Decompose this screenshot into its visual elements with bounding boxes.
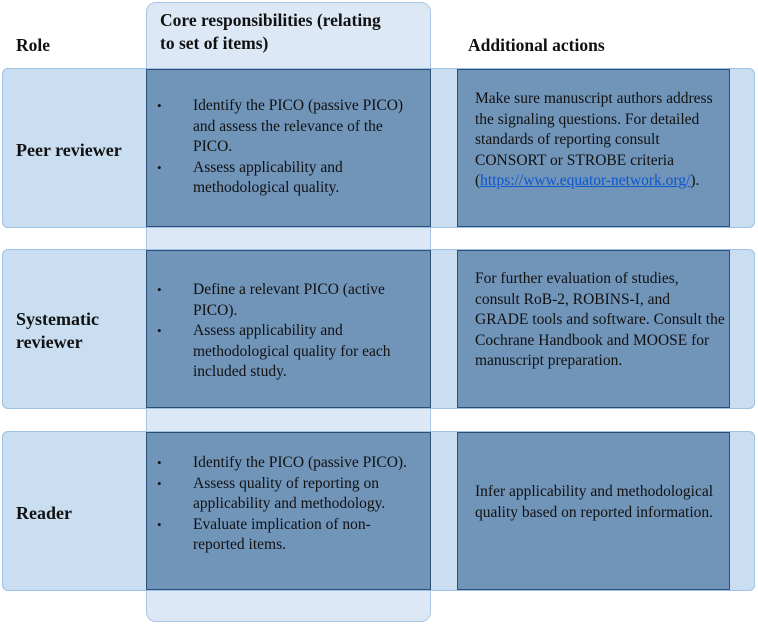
role-peer-reviewer: Peer reviewer <box>16 140 122 160</box>
core-list-reader <box>147 453 417 556</box>
list-item: • Assess quality of reporting on applicability and methodology. <box>147 474 417 515</box>
equator-network-link[interactable]: https://www.equator-network.org/ <box>480 172 691 189</box>
core-box-peer-reviewer <box>146 69 431 227</box>
additional-box-reader <box>457 432 730 590</box>
core-box-systematic-reviewer <box>146 250 431 408</box>
list-item: • Assess applicability and methodological quality. <box>147 158 417 199</box>
additional-text-part: ). <box>690 172 700 189</box>
header-additional-actions: Additional actions <box>468 35 605 55</box>
additional-text-part: Make sure manuscript authors address the signaling questions. For detailed standards of reporting consult CONSORT or STROBE criteria ( <box>475 90 713 189</box>
core-box-reader <box>146 432 431 590</box>
additional-box-peer-reviewer <box>457 69 730 227</box>
list-item: • Identify the PICO (passive PICO) and assess the relevance of the PICO. <box>147 96 417 158</box>
additional-text-systematic-reviewer: For further evaluation of studies, consult RoB-2, ROBINS-I, and GRADE tools and software. Consult the Cochrane Handbook and MOOSE for manuscript preparation. <box>475 270 725 369</box>
list-item: • Identify the PICO (passive PICO). <box>147 453 417 474</box>
list-item: • Define a relevant PICO (active PICO). <box>147 280 417 321</box>
additional-text-reader: Infer applicability and methodological quality based on reported information. <box>475 483 714 521</box>
list-item: • Assess applicability and methodological quality for each included study. <box>147 321 417 383</box>
additional-box-systematic-reviewer <box>457 250 730 408</box>
header-role: Role <box>16 35 51 55</box>
core-list-systematic-reviewer <box>147 280 417 383</box>
core-list-peer-reviewer <box>147 96 417 199</box>
header-core-responsibilities: Core responsibilities (relating to set of items) <box>160 10 381 53</box>
list-item: • Evaluate implication of non-reported items. <box>147 515 417 556</box>
role-reader: Reader <box>16 503 72 523</box>
additional-text-peer-reviewer <box>475 89 727 192</box>
role-systematic-reviewer: Systematic reviewer <box>16 309 99 352</box>
